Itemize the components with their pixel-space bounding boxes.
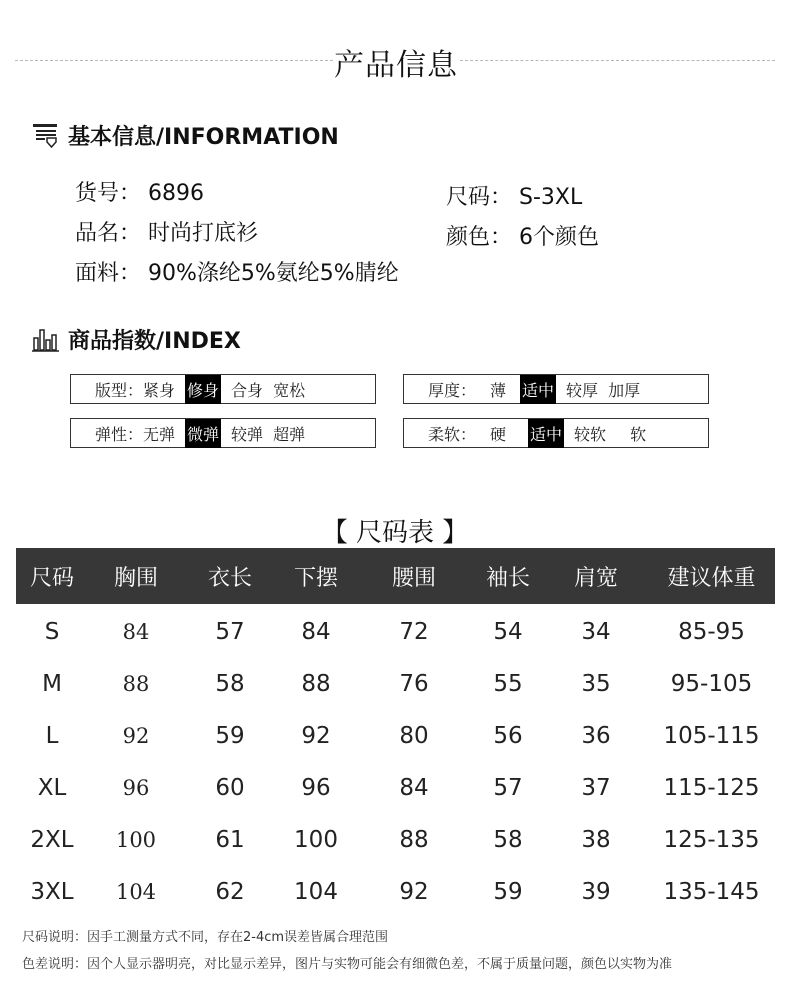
table-cell: 55 (493, 671, 523, 697)
table-cell: 104 (294, 879, 338, 905)
index-heading (32, 324, 241, 354)
size-table-header (16, 548, 775, 604)
header-cell: 建议体重 (667, 565, 756, 591)
header-cell: 腰围 (391, 565, 436, 591)
table-cell: 2XL (30, 827, 74, 853)
thickness-label: 厚度： (428, 380, 477, 400)
thickness-index (403, 374, 709, 404)
color-note: 色差说明：因个人显示器明亮，对比显示差异，图片与实物可能会有细微色差，不属于质量问题，颜色以实物为准 (22, 957, 673, 972)
elasticity-label: 弹性： (95, 424, 144, 444)
bar-chart-icon (32, 326, 60, 352)
color-count: 颜色： 6个颜色 (446, 225, 599, 250)
size-chart-title: 【 尺码表 】 (321, 518, 469, 548)
softness-option: 硬 (490, 424, 507, 444)
elasticity-option: 较弹 (231, 424, 264, 444)
table-cell: 100 (115, 828, 157, 852)
table-cell: XL (37, 775, 67, 801)
table-cell: 59 (493, 879, 523, 905)
thickness-option: 加厚 (608, 380, 641, 400)
table-cell: 34 (581, 619, 611, 645)
fit-option: 合身 (231, 380, 264, 400)
softness-option-selected: 适中 (528, 419, 564, 448)
table-cell: 62 (215, 879, 245, 905)
table-cell: M (42, 671, 62, 697)
table-cell: 80 (399, 723, 429, 749)
table-cell: 76 (399, 671, 429, 697)
table-cell: 88 (301, 671, 331, 697)
table-row (16, 710, 775, 762)
table-cell: 125-135 (663, 827, 760, 853)
header-cell: 袖长 (485, 565, 530, 591)
fit-index (70, 374, 376, 404)
softness-index (403, 418, 709, 448)
table-cell: 92 (399, 879, 429, 905)
table-cell: 37 (581, 775, 611, 801)
size-table (16, 548, 775, 918)
table-cell: 84 (122, 620, 150, 644)
table-cell: 92 (122, 724, 150, 748)
table-cell: 84 (399, 775, 429, 801)
header-cell: 胸围 (113, 565, 158, 591)
table-cell: 57 (215, 619, 245, 645)
table-row (16, 814, 775, 866)
fit-option: 紧身 (143, 380, 176, 400)
page-title: 产品信息 (334, 48, 458, 83)
table-cell: 96 (301, 775, 331, 801)
table-cell: 135-145 (663, 879, 760, 905)
document-list-icon (32, 122, 60, 148)
table-cell: 61 (215, 827, 245, 853)
basic-info-heading (32, 120, 339, 150)
header-cell: 下摆 (293, 565, 338, 591)
table-cell: 88 (122, 672, 150, 696)
table-cell: 58 (493, 827, 523, 853)
table-cell: 95-105 (670, 671, 753, 697)
title-divider-left (15, 60, 333, 61)
table-cell: 3XL (30, 879, 74, 905)
title-row (0, 38, 790, 84)
elasticity-option: 无弹 (143, 424, 176, 444)
table-cell: 85-95 (678, 619, 745, 645)
softness-label: 柔软： (428, 424, 477, 444)
table-cell: 54 (493, 619, 523, 645)
table-row (16, 866, 775, 918)
size-range: 尺码： S-3XL (446, 185, 583, 210)
header-cell: 尺码 (29, 565, 74, 591)
table-cell: L (45, 723, 59, 749)
table-row (16, 762, 775, 814)
fabric: 面料： 90%涤纶5%氨纶5%腈纶 (75, 261, 399, 286)
softness-option: 软 (630, 424, 647, 444)
table-cell: S (44, 619, 60, 645)
thickness-option: 较厚 (566, 380, 599, 400)
fit-option-selected: 修身 (185, 375, 221, 404)
thickness-option-selected: 适中 (520, 375, 556, 404)
table-cell: 96 (122, 776, 150, 800)
header-cell: 肩宽 (573, 565, 618, 591)
item-number: 货号： 6896 (75, 181, 204, 206)
elasticity-option-selected: 微弹 (185, 419, 221, 448)
header-cell: 衣长 (207, 565, 252, 591)
table-cell: 115-125 (663, 775, 760, 801)
basic-info-heading-text: 基本信息/INFORMATION (68, 124, 339, 150)
table-cell: 92 (301, 723, 331, 749)
thickness-option: 薄 (490, 380, 507, 400)
table-cell: 60 (215, 775, 245, 801)
table-cell: 88 (399, 827, 429, 853)
table-row (16, 658, 775, 710)
table-cell: 100 (294, 827, 338, 853)
size-note: 尺码说明：因手工测量方式不同，存在2-4cm误差皆属合理范围 (22, 930, 389, 945)
table-row (16, 606, 775, 658)
table-cell: 72 (399, 619, 429, 645)
title-divider-right (460, 60, 775, 61)
product-name: 品名： 时尚打底衫 (75, 221, 258, 246)
table-cell: 104 (115, 880, 157, 904)
table-cell: 35 (581, 671, 611, 697)
table-cell: 58 (215, 671, 245, 697)
table-cell: 39 (581, 879, 611, 905)
table-cell: 84 (301, 619, 331, 645)
table-cell: 36 (581, 723, 611, 749)
softness-option: 较软 (574, 424, 607, 444)
table-cell: 59 (215, 723, 245, 749)
fit-label: 版型： (95, 380, 144, 400)
table-cell: 57 (493, 775, 523, 801)
fit-option: 宽松 (273, 380, 306, 400)
elasticity-index (70, 418, 376, 448)
table-cell: 105-115 (663, 723, 760, 749)
index-heading-text: 商品指数/INDEX (68, 328, 241, 354)
elasticity-option: 超弹 (273, 424, 306, 444)
table-cell: 56 (493, 723, 523, 749)
table-cell: 38 (581, 827, 611, 853)
